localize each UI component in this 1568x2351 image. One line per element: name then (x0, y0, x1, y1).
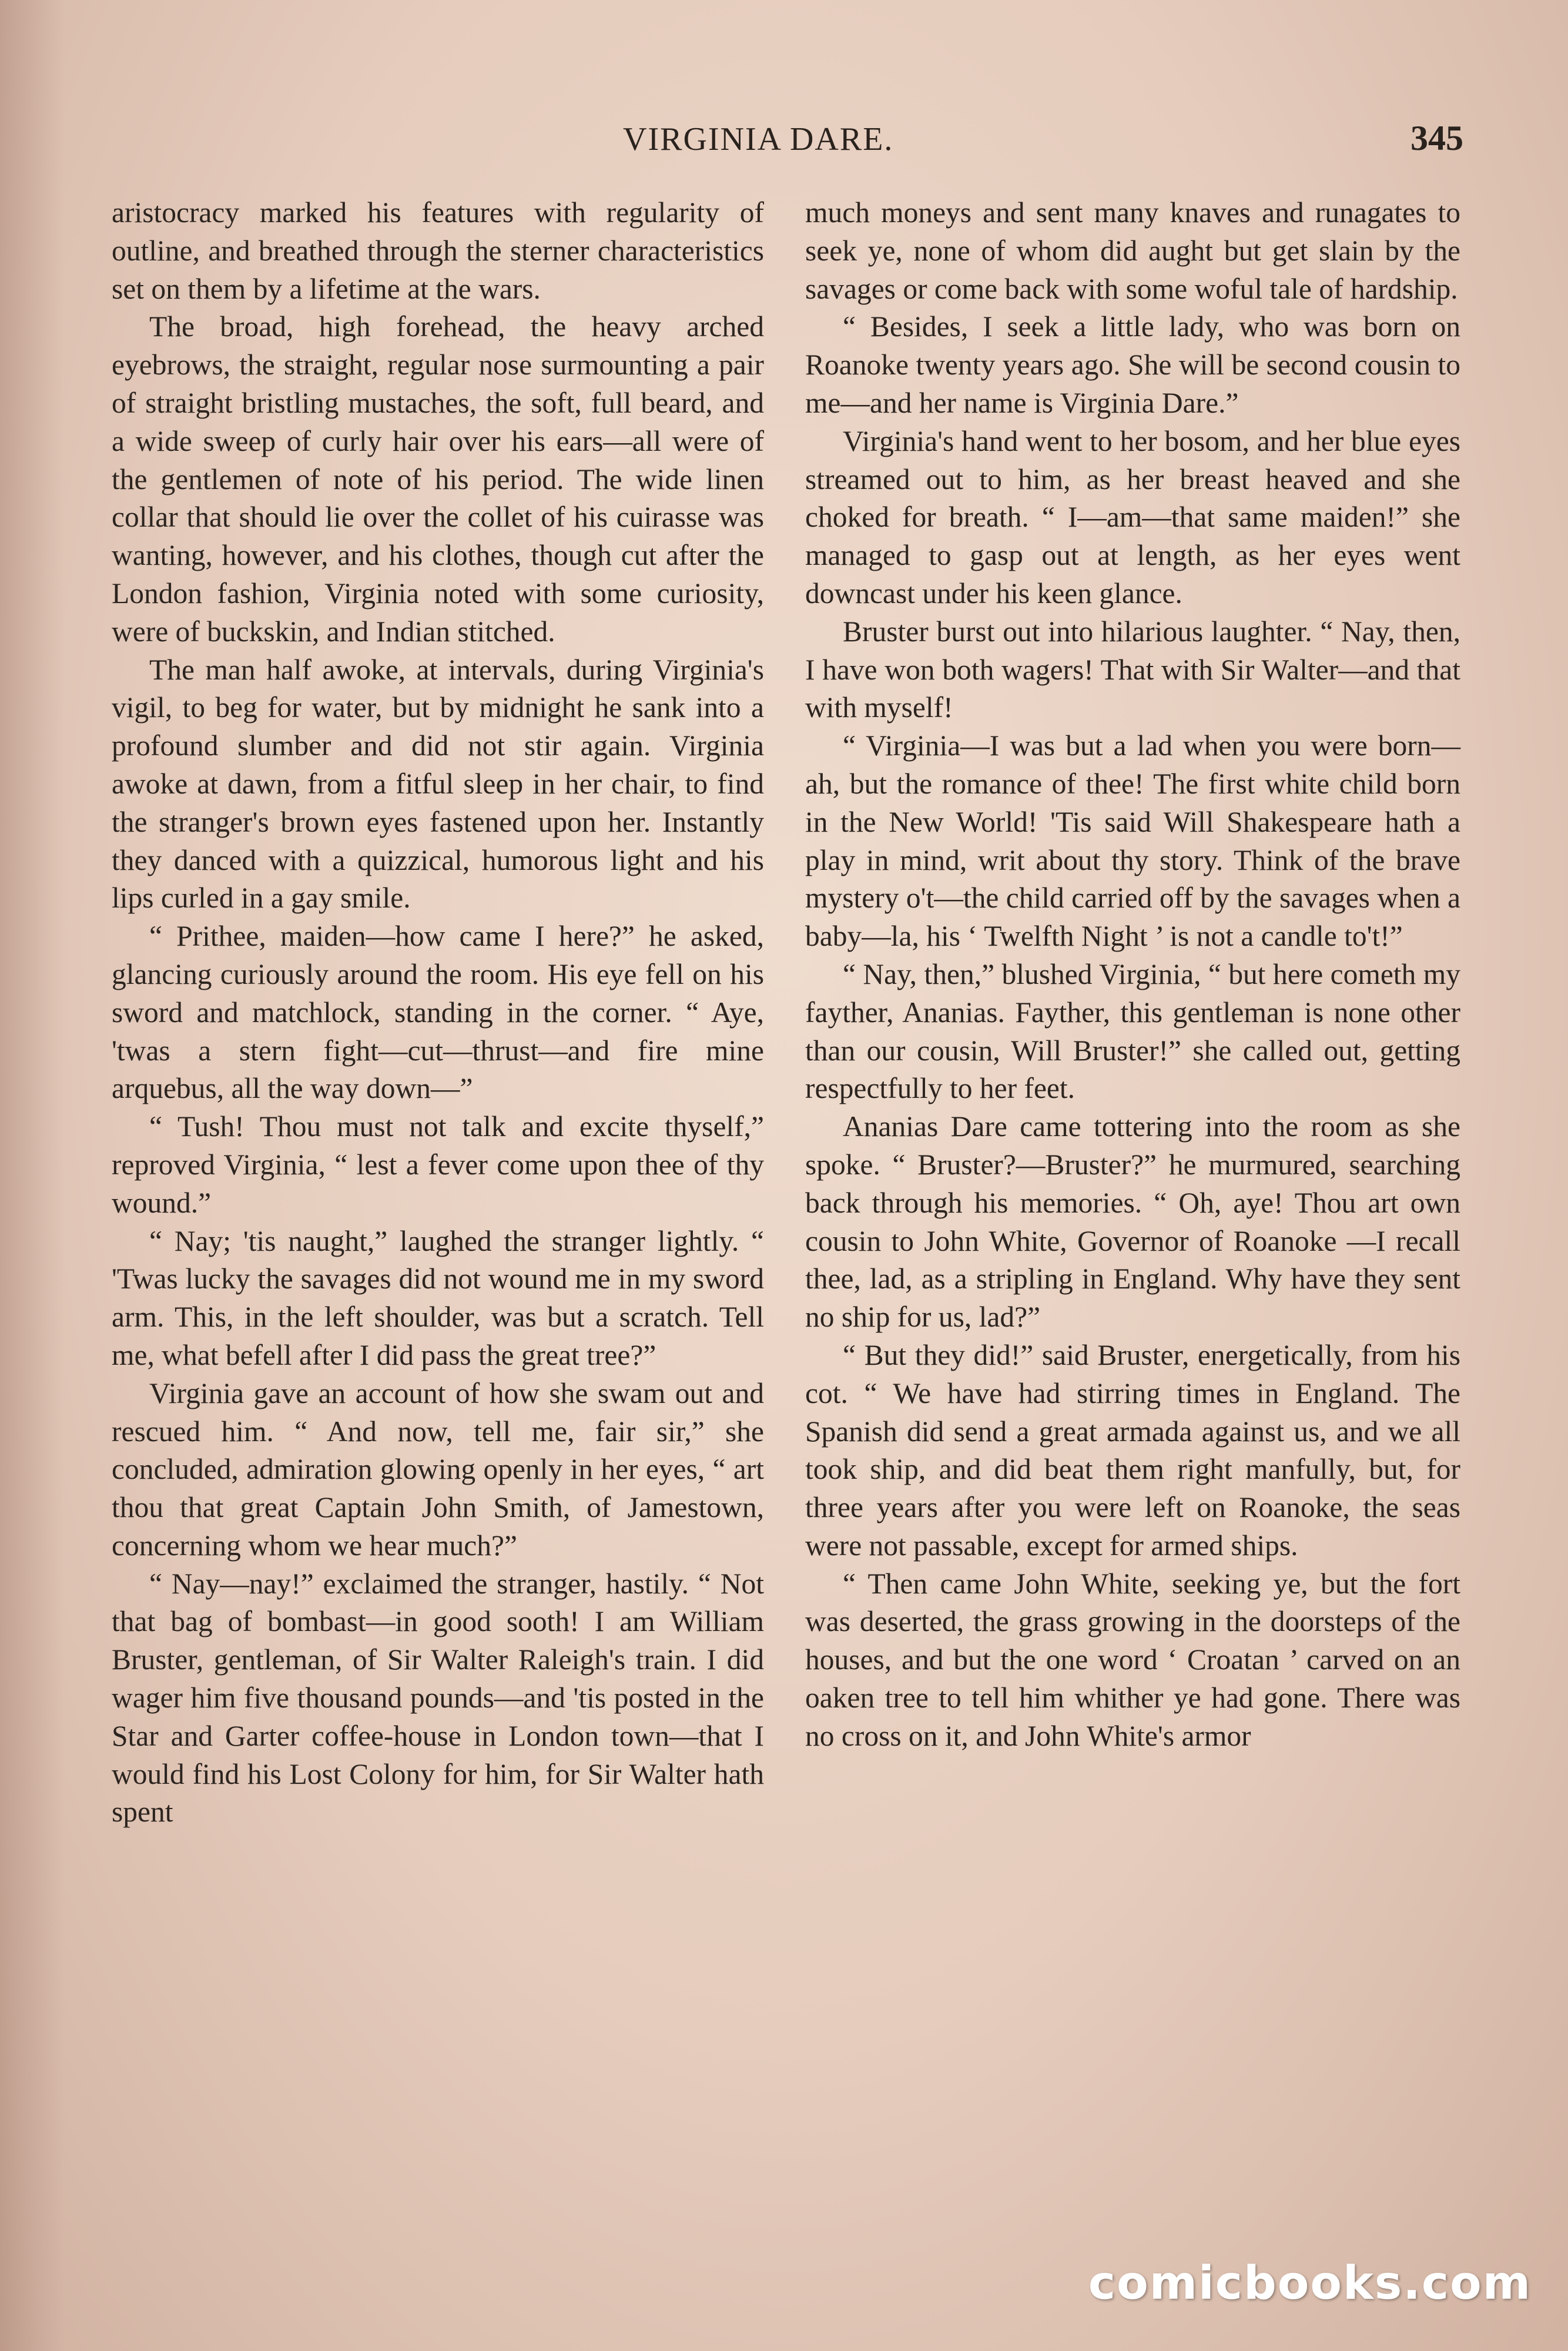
running-title: VIRGINIA DARE. (623, 121, 894, 158)
paragraph: much moneys and sent many knaves and runagates to seek ye, none of whom did aught but get slain by the savages or come back with some woful tale of hardship. (805, 196, 1460, 305)
page-edge-shadow (0, 0, 65, 2351)
paragraph: The broad, high forehead, the heavy arched eyebrows, the straight, regular nose surmounting a pair of straight bristling mustaches, the soft, full beard, and a wide sweep of curly hair over his ears—all were of the gentlemen of note of his period. The wide linen collar that should lie over the collet of his cuirasse was wanting, however, and his clothes, though cut after the London fashion, Virginia noted with some curiosity, were of buckskin, and Indian stitched. (112, 310, 764, 648)
paragraph: aristocracy marked his features with regularity of outline, and breathed through the sterner characteristics set on them by a lifetime at the wars. (112, 196, 764, 305)
page-number: 345 (1410, 119, 1463, 158)
paragraph: “ Nay—nay!” exclaimed the stranger, hastily. “ Not that bag of bombast—in good sooth! I am William Bruster, gentleman, of Sir Walter Raleigh's train. I did wager him five thousand pounds—and 'tis posted in the Star and Garter coffee-house in London town—that I would find his Lost Colony for him, for Sir Walter hath spent (112, 1567, 764, 1828)
paragraph: “ Tush! Thou must not talk and excite thyself,” reproved Virginia, “ lest a fever come upon thee of thy wound.” (112, 1110, 764, 1219)
paragraph: “ Prithee, maiden—how came I here?” he asked, glancing curiously around the room. His eye fell on his sword and matchlock, standing in the corner. “ Aye, 'twas a stern fight—cut—thrust—and fire mine arquebus, all the way down—” (112, 920, 764, 1105)
paragraph: “ Besides, I seek a little lady, who was born on Roanoke twenty years ago. She will be second cousin to me—and her name is Virginia Dare.” (805, 310, 1460, 419)
page-header (112, 120, 1463, 173)
paragraph: Virginia's hand went to her bosom, and her blue eyes streamed out to him, as her breast heaved and she choked for breath. “ I—am—that same maiden!” she managed to gasp out at length, as her eyes went downcast under his keen glance. (805, 424, 1460, 609)
paragraph: “ Nay; 'tis naught,” laughed the stranger lightly. “ 'Twas lucky the savages did not wound me in my sword arm. This, in the left shoulder, was but a scratch. Tell me, what befell after I did pass the great tree?” (112, 1224, 764, 1371)
paragraph: The man half awoke, at intervals, during Virginia's vigil, to beg for water, but by midnight he sank into a profound slumber and did not stir again. Virginia awoke at dawn, from a fitful sleep in her chair, to find the stranger's brown eyes fastened upon her. Instantly they danced with a quizzical, humorous light and his lips curled in a gay smile. (112, 653, 764, 915)
paragraph: “ Then came John White, seeking ye, but the fort was deserted, the grass growing in the doorsteps of the houses, and but the one word ‘ Croatan ’ carved on an oaken tree to tell him whither ye had gone. There was no cross on it, and John White's armor (805, 1567, 1460, 1752)
right-column (805, 194, 1460, 1756)
left-column (112, 194, 764, 1831)
paragraph: “ Virginia—I was but a lad when you were born—ah, but the romance of thee! The first white child born in the New World! 'Tis said Will Shakespeare hath a play in mind, writ about thy story. Think of the brave mystery o't—the child carried off by the savages when a baby—la, his ‘ Twelfth Night ’ is not a candle to't!” (805, 729, 1460, 953)
paragraph: “ But they did!” said Bruster, energetically, from his cot. “ We have had stirring times in England. The Spanish did send a great armada against us, and we all took ship, and did beat them right manfully, but, for three years after you were left on Roanoke, the seas were not passable, except for armed ships. (805, 1338, 1460, 1562)
paragraph: Bruster burst out into hilarious laughter. “ Nay, then, I have won both wagers! That with Sir Walter—and that with myself! (805, 615, 1460, 724)
watermark: comicbooks.com (1088, 2257, 1532, 2310)
paragraph: Ananias Dare came tottering into the room as she spoke. “ Bruster?—Bruster?” he murmured, searching back through his memories. “ Oh, aye! Thou art own cousin to John White, Governor of Roanoke —I recall thee, lad, as a stripling in England. Why have they sent no ship for us, lad?” (805, 1110, 1460, 1334)
paragraph: Virginia gave an account of how she swam out and rescued him. “ And now, tell me, fair sir,” she concluded, admiration glowing openly in her eyes, “ art thou that great Captain John Smith, of Jamestown, concerning whom we hear much?” (112, 1377, 764, 1562)
paragraph: “ Nay, then,” blushed Virginia, “ but here cometh my fayther, Ananias. Fayther, this gentleman is none other than our cousin, Will Bruster!” she called out, getting respectfully to her feet. (805, 957, 1460, 1105)
